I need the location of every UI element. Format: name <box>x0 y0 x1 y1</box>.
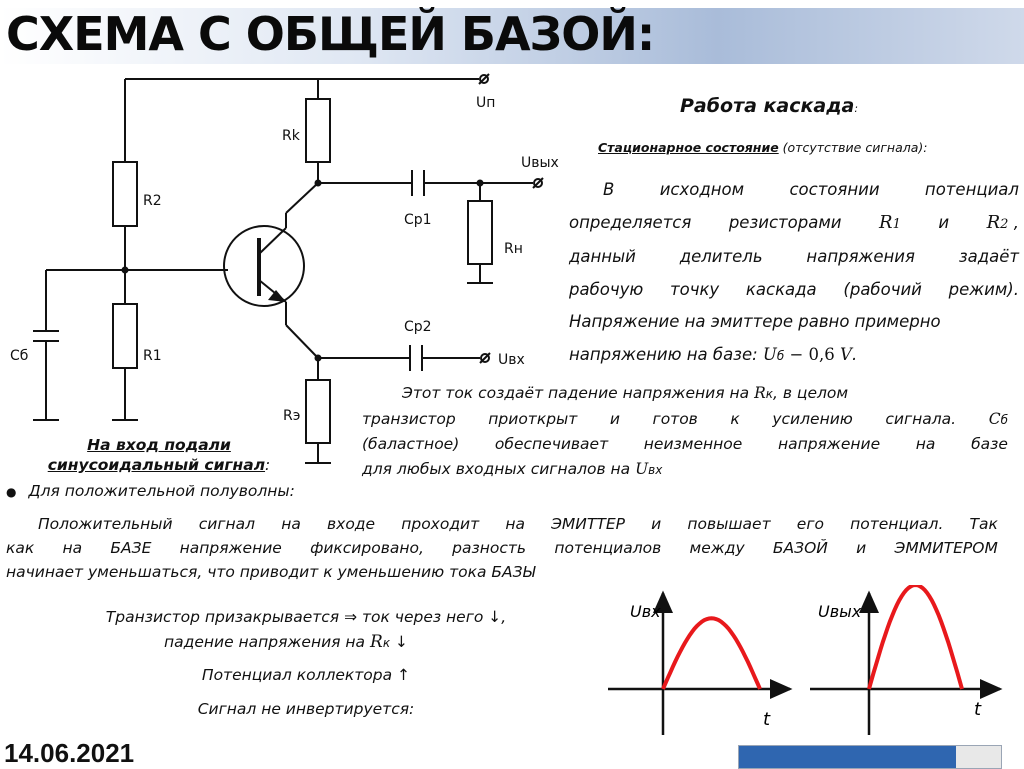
label-cr1: Cр1 <box>404 212 432 228</box>
conclusion-block <box>36 608 576 730</box>
p1-line: рабочую точку каскада (рабочий режим). <box>569 279 1019 299</box>
p1-line: напряжению на базе: Uб − 0,6 V. <box>569 344 858 364</box>
p1-line: В исходном состоянии потенциал <box>603 180 1019 199</box>
label-up: Uп <box>476 95 496 111</box>
section-heading: Работа каскада: <box>680 95 859 117</box>
label-rn: Rн <box>504 241 523 257</box>
bullet-item: ● Для положительной полуволны: <box>6 482 295 500</box>
signal-graphs <box>590 585 1010 735</box>
progress-bar <box>738 745 1002 769</box>
paragraph-current <box>362 381 1008 482</box>
input-signal-curve <box>663 618 760 689</box>
date-label: 14.06.2021 <box>4 738 135 768</box>
page-title: СХЕМА С ОБЩЕЙ БАЗОЙ: <box>6 7 655 61</box>
p3-line: как на БАЗЕ напряжение фиксировано, разность потенциалов между БАЗОЙ и ЭММИТЕРОМ <box>6 539 998 557</box>
conclusion-line: Транзистор призакрывается ⇒ ток через него ↓, <box>105 608 507 626</box>
graph1-ylabel: Uвх <box>630 602 661 621</box>
label-r1: R1 <box>143 348 162 364</box>
label-uvyh: Uвых <box>521 155 559 171</box>
graph2-xlabel: t <box>974 699 982 720</box>
graph1-xlabel: t <box>763 709 771 730</box>
label-cr2: Cр2 <box>404 319 432 335</box>
p1-line: Напряжение на эмиттере равно примерно <box>569 312 941 331</box>
conclusion-line: Сигнал не инвертируется: <box>197 700 415 718</box>
p2-line: (баластное) обеспечивает неизменное напряжение на базе <box>362 435 1008 453</box>
stationary-heading: Стационарное состояние (отсутствие сигнала): <box>598 140 928 155</box>
input-heading: На вход подали синусоидальный сигнал: <box>47 436 271 474</box>
label-uvh: Uвх <box>498 352 525 368</box>
p2-line: транзистор приоткрыт и готов к усилению сигнала. Cб <box>362 409 1008 428</box>
output-signal-curve <box>869 585 962 689</box>
paragraph-positive <box>6 512 998 584</box>
label-cb: Cб <box>10 348 29 364</box>
label-r2: R2 <box>143 193 162 209</box>
p2-line: для любых входных сигналов на Uвх <box>362 459 663 478</box>
label-re: Rэ <box>283 408 301 424</box>
p1-line: определяется резисторами R1 и R2 , <box>569 211 1019 233</box>
p2-line: Этот ток создаёт падение напряжения на Rк, в целом <box>402 384 849 402</box>
p1-line: данный делитель напряжения задаёт <box>569 247 1019 266</box>
paragraph-stationary <box>569 174 1019 372</box>
conclusion-line: Потенциал коллектора ↑ <box>201 666 411 684</box>
label-rk: Rk <box>282 128 300 144</box>
progress-fill <box>739 746 956 768</box>
conclusion-line: падение напряжения на Rк ↓ <box>163 632 408 652</box>
graph2-ylabel: Uвых <box>818 602 862 621</box>
p3-line: Положительный сигнал на входе проходит на ЭМИТТЕР и повышает его потенциал. Так <box>38 515 998 533</box>
p3-line: начинает уменьшаться, что приводит к уменьшению тока БАЗЫ <box>6 563 536 581</box>
